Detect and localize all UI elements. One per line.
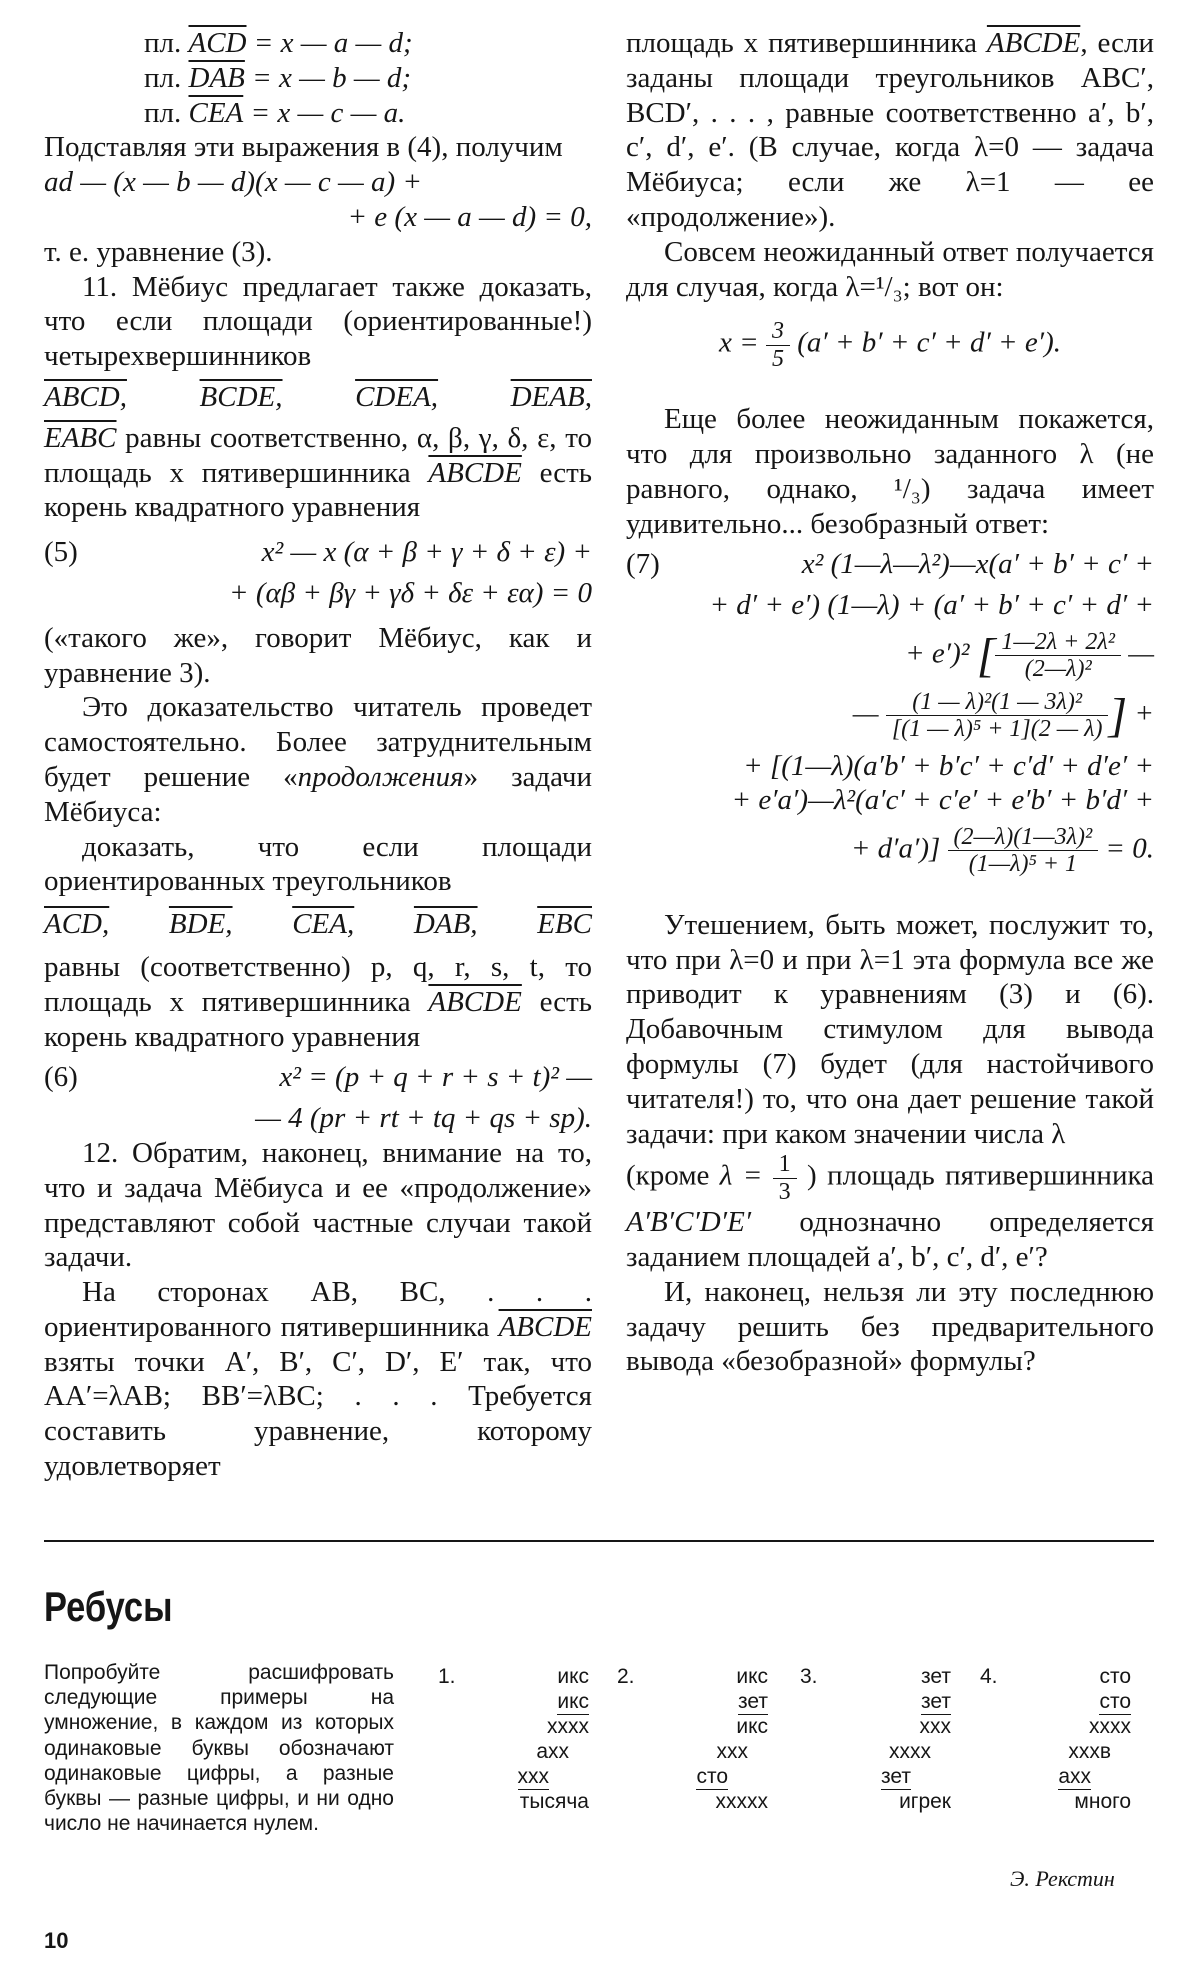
rebus-row-text: игрек [899,1790,951,1813]
quad-abcd: ABCD, [44,380,127,413]
rebus-row [836,1664,951,1689]
eq-third-frac [766,318,790,372]
eq5-line1: x² — x (α + β + γ + δ + ε) + [261,536,592,569]
more-paragraph: Еще более неожиданным покажется, что для произвольно заданного λ (не равного, однако, ¹/₃) задача имеет удивительно... безобразный ответ: [626,403,1154,540]
sides-1: На сторонах AB, BC, . . . ориентированного пятивершинника [44,1276,592,1343]
rebus-row-text: хххх [1089,1715,1131,1738]
eq5-line2: + (αβ + βγ + γδ + δε + εα) = 0 [229,576,592,609]
rebus-row [474,1789,589,1814]
subst-paragraph: Подставляя эти выражения в (4), получим [44,131,563,164]
comfort-frac [773,1151,797,1205]
rebus-row-text: зет [738,1689,768,1715]
rebus-row-text: аxх [536,1740,569,1763]
eq-third-num: 3 [766,318,790,345]
proof-start: Это доказательство читатель проведет самостоятельно. Более затруднительным будет решение « [44,691,592,793]
equal-1: равны (соответственно) p, q, r, s, t, то площадь x пятивершинника [44,950,592,1018]
comfort-paragraph-cont [626,1151,1154,1274]
right-column [626,26,1154,1379]
rebus-number: 4. [980,1665,998,1688]
pl-name: $\overline{ACD}$ [188,27,247,59]
eq5-row1 [44,535,592,570]
unexpected-paragraph: Совсем неожиданный ответ получается для случая, когда λ=¹/₃; вот он: [626,235,1154,303]
rebus-row [653,1689,768,1714]
rebus-row [474,1664,589,1689]
eq7-frac3 [948,824,1099,878]
eq7-f3-num: (2—λ)(1—3λ)² [948,824,1099,851]
rebus-row [653,1739,768,1764]
rebus-row [474,1739,589,1764]
eq7-line1: x² (1—λ—λ²)—x(a′ + b′ + c′ + [801,548,1154,581]
eq6-row1 [44,1060,592,1095]
area-paragraph [626,26,1154,235]
rebus-row [836,1739,951,1764]
eq7-line6: + e′a′)—λ²(a′c′ + c′e′ + e′b′ + b′d′ + [731,784,1154,817]
pl-rest: = x — a — d; [253,27,413,59]
quads-row [44,380,592,415]
proof-paragraph [44,690,592,829]
paragraph-11: 11. Мёбиус предлагает также доказать, что если площади (ориентированные!) четырехвершинников [44,270,592,373]
eq7-line7 [626,824,1154,878]
rebus-row [836,1714,951,1739]
eq6-label: (6) [44,1061,78,1094]
eq4-line1: ad — (x — b — d)(x — c — a) + [44,166,422,199]
rebus-row [1016,1689,1131,1714]
sides-2: взяты точки A′, B′, C′, D′, E′ так, что AA′=λAB; BB′=λBC; . . . Требуется составить уравнение, которому удовлетворяет [44,1345,592,1483]
rebus-row [653,1664,768,1689]
rebus-row-text: хххх [547,1715,589,1738]
comfort-den: 3 [778,1178,791,1205]
p11-mid1: равны соответственно, α, β, γ, δ, ε, то площадь x пятивершинника [44,421,592,489]
eq7-frac1 [995,629,1121,683]
proof-end: » задачи Мёбиуса: [44,760,593,828]
rebus-row-text: зет [921,1665,951,1688]
quad-deab: DEAB, [510,380,592,413]
pl-line-1 [44,26,592,61]
rebus-row [474,1714,589,1739]
rebus-row-text: тысяча [519,1790,589,1813]
rebus-row [1016,1714,1131,1739]
rebus-row-text: икс [736,1715,768,1738]
pl-prefix: пл. [144,96,182,129]
rebus-row-text: зет [921,1689,951,1715]
section-title: Ребусы [44,1583,173,1630]
tri-ebc: $\overline{EBC}$ [537,908,592,941]
paragraph-11-cont [44,421,592,525]
eq7-label: (7) [626,548,660,581]
eq7-line3-post: — [1128,637,1154,670]
comfort-lambda: λ = [719,1160,763,1192]
pl-prefix: пл. [144,27,182,59]
rebus-row [653,1764,768,1789]
pl-prefix: пл. [144,61,182,94]
pl-rest: = x — c — a. [250,96,406,129]
equal-paragraph [44,950,592,1054]
bracket-close: ] [1108,688,1128,742]
eq7-line4-pre: — [852,697,879,730]
bracket-open: [ [976,628,996,682]
pl-name: $\overline{DAB}$ [188,61,245,94]
rebus-row [1016,1764,1131,1789]
rebus-rows [474,1664,589,1814]
rebus-row-text: ххх [518,1764,550,1790]
pl-line-2 [44,61,592,96]
comfort-end: однозначно определяется заданием площадей a′, b′, c′, d′, e′? [626,1206,1154,1274]
eq7-f3-den: (1—λ)⁵ + 1 [968,851,1077,878]
tri-dab: DAB, [413,908,478,941]
tri-bde: BDE, [168,908,233,941]
eq7-f1-num: 1—2λ + 2λ² [995,629,1121,656]
equal-2: есть корень квадратного уравнения [44,985,592,1053]
rebus-row-text: хххх [889,1740,931,1763]
equal-name: ABCDE [428,985,522,1018]
rebus-intro: Попробуйте расшифровать следующие примеры на умножение, в каждом из которых одинаковые буквы обозначают одинаковые цифры, а разные буквы — разные цифры, и ни одно число не начинается нулем. [44,1661,394,1836]
eq4-after: т. е. уравнение (3). [44,235,273,268]
eq7-line7-post: = 0. [1105,832,1154,865]
comfort-paren-2: ) площадь пятивершинника [807,1160,1154,1192]
eq-third [626,318,1154,372]
eq7-f2-num: (1 — λ)²(1 — 3λ)² [886,689,1109,716]
rebus-rows [653,1664,768,1814]
rebus-row [836,1689,951,1714]
pl-rest: = x — b — d; [252,61,412,94]
pentagon-name: ABCDE [428,456,522,489]
rebus-row-text: икс [557,1665,589,1688]
eq7-line7-pre: + d′a′)] [850,832,941,865]
eq-third-left: x = [718,326,759,359]
eq-third-den: 5 [771,345,784,372]
p11-end: есть корень квадратного уравнения [44,456,592,524]
rebus-row [836,1789,951,1814]
prove-paragraph: доказать, что если площади ориентированных треугольников [44,830,592,898]
area-2: , если заданы площади треугольников ABC′, BCD′, . . . , равные соответственно a′, b′, c′, d′, e′. (В случае, когда λ=0 — задача Мёбиуса; если же λ=1 — ее «продолжение»). [626,27,1154,233]
eq7-line2: + d′ + e′) (1—λ) + (a′ + b′ + c′ + d′ + [709,589,1154,622]
comfort-paragraph: Утешением, быть может, послужит то, что при λ=0 и при λ=1 эта формула все же приводит к уравнениям (3) и (6). Добавочным стимулом для вывода формулы (7) будет (для настойчивого читателя!) то, что она дает решение такой задачи: при каком значении числа λ [626,908,1154,1150]
eq7-line4 [626,689,1154,743]
rebus-row-text: сто [696,1764,728,1790]
rebus-number: 2. [617,1665,635,1688]
eq7-frac2 [886,689,1109,743]
eq6-line1: x² = (p + q + r + s + t)² — [279,1061,592,1094]
pl-line-3 [44,96,592,131]
same-paragraph: («такого же», говорит Мёбиус, как и уравнение 3). [44,621,592,689]
final-paragraph: И, наконец, нельзя ли эту последнюю задачу решить без предварительного вывода «безобразной» формулы? [626,1275,1154,1378]
rebus-row-text: икс [557,1689,589,1715]
proof-italic: продолжения [297,760,464,793]
eq7-line3 [626,629,1154,683]
eq7-line4-post: + [1134,697,1154,730]
tri-acd: ACD, [44,908,110,941]
rebus-rows [836,1664,951,1814]
eq6-line2: — 4 (pr + rt + tq + qs + sp). [255,1102,592,1135]
paragraph-12: 12. Обратим, наконец, внимание на то, что и задача Мёбиуса и ее «продолжение» представляют собой частные случаи такой задачи. [44,1136,592,1274]
triangles-row [44,907,592,942]
rebus-row [653,1714,768,1739]
quad-bcde: BCDE, [199,380,283,413]
sides-name: ABCDE [498,1310,592,1343]
rebus-row [836,1764,951,1789]
rebus-row [653,1789,768,1814]
rebus-row-text: сто [1099,1665,1131,1688]
eq7-f1-den: (2—λ)² [1024,656,1092,683]
rebus-row-text: сто [1099,1689,1131,1715]
rebus-number: 1. [438,1665,456,1688]
tri-cea: CEA, [292,908,355,941]
eq7-line5: + [(1—λ)(a′b′ + b′c′ + c′d′ + d′e′ + [743,749,1154,782]
eq-third-right: (a′ + b′ + c′ + d′ + e′). [797,326,1061,359]
comfort-paren-1: (кроме [626,1160,710,1192]
eq7-f2-den: [(1 — λ)⁵ + 1](2 — λ) [891,716,1103,743]
rebus-row-text: ххх [716,1740,748,1763]
comfort-name: A′B′C′D′E′ [626,1206,752,1239]
sides-paragraph [44,1275,592,1484]
quad-eabc: EABC [44,421,117,454]
rebus-row-text: хххв [1068,1740,1111,1763]
rebus-row-text: зет [881,1764,911,1790]
rebus-row [1016,1739,1131,1764]
rebus-row [474,1689,589,1714]
area-1: площадь x пятивершинника [626,27,987,59]
author: Э. Рекстин [1010,1866,1115,1891]
left-column [44,26,592,1484]
eq7-row1 [626,547,1154,582]
pl-name: $\overline{CEA}$ [188,96,244,129]
area-name: ABCDE [986,27,1081,59]
rebus-row [474,1764,589,1789]
rebus-row [1016,1789,1131,1814]
section-divider [44,1540,1154,1542]
rebus-number: 3. [800,1665,818,1688]
eq7-line3-pre: + e′)² [905,637,970,670]
rebus-row [1016,1664,1131,1689]
eq4-line2: + e (x — a — d) = 0, [347,200,592,233]
rebus-row-text: ххх [919,1715,951,1738]
rebus-rows [1016,1664,1131,1814]
rebus-row-text: много [1074,1790,1131,1813]
eq5-label: (5) [44,536,78,569]
rebus-row-text: ахх [1058,1764,1091,1790]
rebus-row-text: икс [736,1665,768,1688]
page-number: 10 [44,1928,69,1953]
rebus-row-text: ххххх [715,1790,768,1813]
quad-cdea: CDEA, [355,380,439,413]
comfort-num: 1 [773,1151,797,1178]
